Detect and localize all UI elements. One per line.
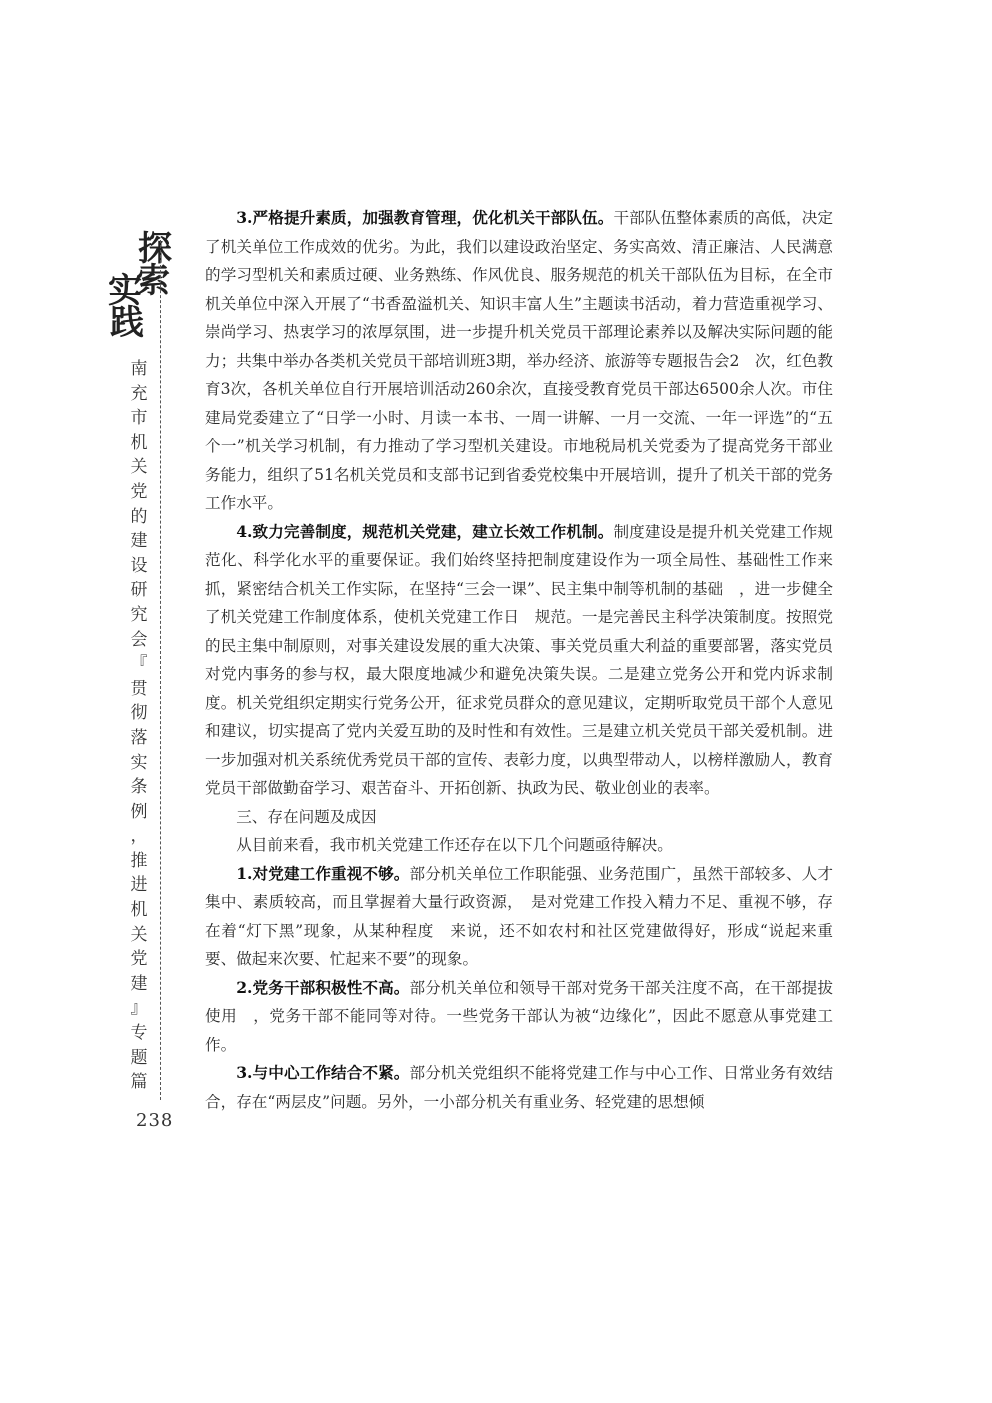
series-title-char: 机 xyxy=(130,900,148,921)
series-title-char: 关 xyxy=(130,457,148,478)
sidebar xyxy=(108,229,172,1112)
series-title-char: 』 xyxy=(130,998,148,1019)
series-title-char: 充 xyxy=(130,383,148,404)
series-title-char: 贯 xyxy=(130,678,148,699)
paragraph-text: 部分机关单位和领导干部对党务干部关注度不高，在干部提拔使用 ，党务干部不能同等对待。一些党务干部认为被“边缘化”，因此不愿意从事党建工作。 xyxy=(205,978,833,1054)
paragraph-lead: 2.党务干部积极性不高。 xyxy=(236,977,410,997)
series-title-char: 进 xyxy=(130,875,148,896)
article-body xyxy=(205,204,833,1116)
paragraph xyxy=(205,204,833,518)
series-title-char: 党 xyxy=(130,481,148,502)
logo-char-jian: 践 xyxy=(110,303,144,343)
series-title-char: 南 xyxy=(130,359,148,379)
logo-char-tan: 探 xyxy=(138,229,172,269)
logo-char-suo: 索 xyxy=(136,261,170,301)
series-title-char: 题 xyxy=(130,1047,148,1068)
paragraph-text: 部分机关党组织不能将党建工作与中心工作、日常业务有效结合，存在“两层皮”问题。另外，一小部分机关有重业务、轻党建的思想倾 xyxy=(205,1064,833,1111)
series-title-char: 会 xyxy=(130,629,148,650)
sidebar-divider xyxy=(160,240,161,1100)
paragraph-text: 部分机关单位工作职能强、业务范围广，虽然干部较多、人才集中、素质较高，而且掌握着大量行政资源， 是对党建工作投入精力不足、重视不够，存在着“灯下黑”现象，从某种程度 来说，还不如农村和社区党建做得好，形成“说起来重要、做起来次要、忙起来不要”的现象。 xyxy=(205,864,833,968)
paragraph-lead: 3.与中心工作结合不紧。 xyxy=(236,1063,410,1082)
section-heading-text: 三、存在问题及成因 xyxy=(236,807,377,826)
series-title-char: 研 xyxy=(130,580,148,601)
logo-char-shi: 实 xyxy=(108,271,142,311)
series-title-char: 建 xyxy=(130,973,148,994)
series-title-char: 『 xyxy=(130,654,148,675)
series-title-char: 建 xyxy=(130,531,148,552)
series-title-char: 推 xyxy=(130,850,148,871)
paragraph-text: 干部队伍整体素质的高低，决定了机关单位工作成效的优劣。为此，我们以建设政治坚定、务实高效、清正廉洁、人民满意的学习型机关和素质过硬、业务熟练、作风优良、服务规范的机关干部队伍为目标，在全市机关单位中深入开展了“书香盈溢机关、知识丰富人生”主题读书活动，着力营造重视学习、崇尚学习、热衷学习的浓厚氛围，进一步提升机关党员干部理论素养以及解决实际问题的能力；共集中举办各类机关党员干部培训班3期，举办经济、旅游等专题报告会2 次，红色教育3次，各机关单位自行开展培训活动260余次，直接受教育党员干部达6500余人次。市住建局党委建立了“日学一小时、月读一本书、一周一讲解、一月一交流、一年一评选”的“五个一”机关学习机制，有力推动了学习型机关建设。市地税局机关党委为了提高党务干部业务能力，组织了51名机关党员和支部书记到省委党校集中开展培训，提升了机关干部的党务工作水平。 xyxy=(205,209,833,512)
paragraph-lead: 4.致力完善制度，规范机关党建，建立长效工作机制。 xyxy=(236,521,614,541)
series-title-char: 篇 xyxy=(130,1072,148,1093)
series-title-char: 专 xyxy=(130,1023,148,1044)
series-title-char: 设 xyxy=(130,555,148,576)
paragraph xyxy=(205,974,833,1060)
series-title-char: 党 xyxy=(130,949,148,970)
series-title xyxy=(128,357,150,1095)
page-number: 238 xyxy=(136,1110,174,1131)
series-title-char: 市 xyxy=(130,408,148,429)
section-heading xyxy=(205,803,833,832)
column-logo xyxy=(108,229,172,343)
series-title-char: 落 xyxy=(130,727,148,748)
series-title-char: 例 xyxy=(130,801,148,822)
paragraph xyxy=(205,518,833,803)
series-title-char: ， xyxy=(130,826,148,847)
paragraph-lead: 1.对党建工作重视不够。 xyxy=(236,863,410,883)
paragraph-lead: 3.严格提升素质，加强教育管理，优化机关干部队伍。 xyxy=(236,208,614,227)
series-title-char: 关 xyxy=(130,924,148,945)
series-title-char: 究 xyxy=(130,604,148,625)
series-title-char: 机 xyxy=(130,432,148,453)
paragraph-text: 制度建设是提升机关党建工作规范化、科学化水平的重要保证。我们始终坚持把制度建设作为一项全局性、基础性工作来抓，紧密结合机关工作实际，在坚持“三会一课”、民主集中制等机制的基础 ，进一步健全了机关党建工作制度体系，使机关党建工作日 规范。一是完善民主科学决策制度。按照党的民主集中制原则，对事关建设发展的重大决策、事关党员重大利益的重要部署，落实党员对党内事务的参与权，最大限度地减少和避免决策失误。二是建立党务公开和党内诉求制度。机关党组织定期实行党务公开，征求党员群众的意见建议，定期听取党员干部个人意见和建议，切实提高了党内关爱互助的及时性和有效性。三是建立机关党员干部关爱机制。进一步加强对机关系统优秀党员干部的宣传、表彰力度，以典型带动人，以榜样激励人，教育党员干部做勤奋学习、艰苦奋斗、开拓创新、执政为民、敬业创业的表率。 xyxy=(205,522,833,797)
series-title-char: 条 xyxy=(130,777,148,798)
series-title-char: 彻 xyxy=(130,703,148,724)
paragraph xyxy=(205,1059,833,1116)
series-title-char: 的 xyxy=(130,506,148,527)
paragraph xyxy=(205,831,833,860)
paragraph xyxy=(205,860,833,974)
series-title-char: 实 xyxy=(130,752,148,773)
paragraph-text: 从目前来看，我市机关党建工作还存在以下几个问题亟待解决。 xyxy=(236,836,673,854)
